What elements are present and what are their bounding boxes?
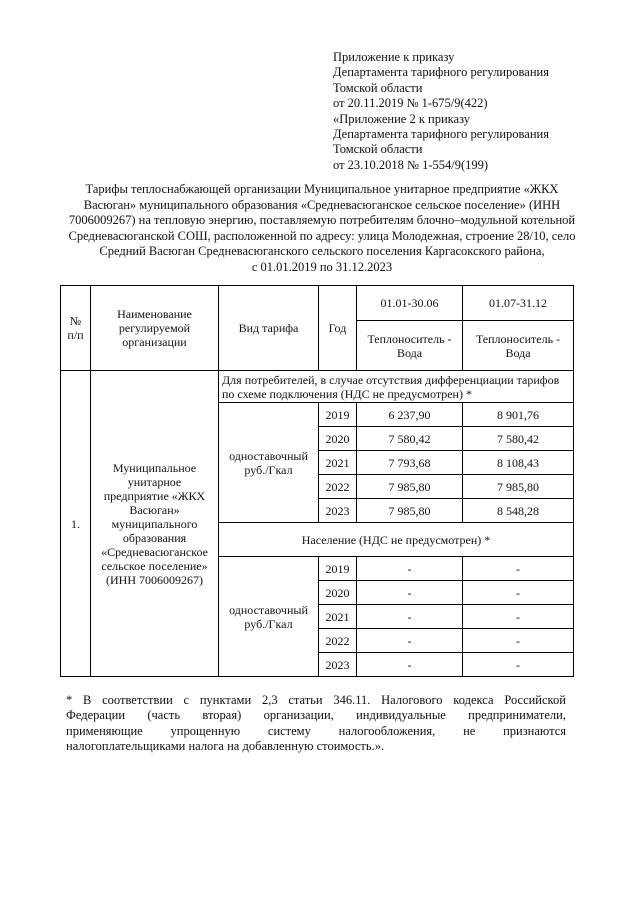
value-h1: 7 580,42 — [357, 427, 463, 451]
footnote-word: организации, — [263, 708, 334, 723]
organization-name: Муниципальное унитарное предприятие «ЖКХ Васюган» муниципального образования «Средневасюганское сельское поселение» (ИНН 7006009267) — [91, 371, 219, 677]
value-h1: - — [357, 581, 463, 605]
footnote-line — [66, 739, 566, 754]
footnote-text — [66, 724, 566, 739]
title-line: Васюган» муниципального образования «Средневасюганское сельское поселение» (ИНН — [83, 197, 561, 212]
value-h2: - — [463, 605, 574, 629]
value-h2: 8 901,76 — [463, 403, 574, 427]
tariff-type: одноставочный руб./Гкал — [219, 557, 319, 677]
value-h2: - — [463, 629, 574, 653]
year-cell: 2021 — [319, 605, 357, 629]
footnote-word: 2,3 — [261, 693, 278, 707]
footnote-word: не — [463, 723, 476, 738]
footnote-word: индивидуальные — [356, 708, 446, 723]
title-line: Средневасюганской СОШ, расположенной по адресу: улица Молодежная, строение 28/10, село — [68, 228, 576, 243]
value-h2: 7 985,80 — [463, 475, 574, 499]
year-cell: 2023 — [319, 499, 357, 523]
section-population-title: Население (НДС не предусмотрен) * — [219, 523, 574, 557]
footnote-word: предприниматели, — [468, 708, 566, 723]
tariff-type: одноставочный руб./Гкал — [219, 403, 319, 523]
year-cell: 2022 — [319, 629, 357, 653]
row-number: 1. — [61, 371, 91, 677]
header-tariff-kind: Вид тарифа — [219, 286, 319, 371]
footnote-word: кодекса — [453, 693, 494, 707]
footnote-word: статьи — [288, 693, 323, 707]
footnote-word: налогообложения, — [338, 723, 436, 738]
footnote-word: В — [83, 693, 92, 707]
appendix-line: от 23.10.2018 № 1-554/9(199) — [333, 157, 489, 172]
year-cell: 2019 — [319, 557, 357, 581]
appendix-line: от 20.11.2019 № 1-675/9(422) — [333, 96, 488, 111]
document-title — [62, 182, 582, 276]
year-cell: 2021 — [319, 451, 357, 475]
value-h1: 7 793,68 — [357, 451, 463, 475]
footnote-word: (часть — [147, 708, 181, 723]
value-h2: - — [463, 581, 574, 605]
appendix-line: «Приложение 2 к приказу — [333, 111, 471, 126]
year-cell: 2019 — [319, 403, 357, 427]
header-carrier-1: Теплоноситель - Вода — [357, 321, 463, 371]
appendix-line: Департамента тарифного регулирования — [333, 127, 549, 142]
value-h1: - — [357, 653, 463, 677]
footnote-line — [66, 693, 566, 708]
footnote-word: Российской — [504, 693, 566, 707]
title-line: Тарифы теплоснабжающей организации Муниципальное унитарное предприятие «ЖКХ — [85, 182, 559, 196]
title-line: с 01.01.2019 по 31.12.2023 — [251, 259, 393, 274]
footnote-line — [66, 724, 566, 739]
year-cell: 2023 — [319, 653, 357, 677]
appendix-line: Томской области — [333, 80, 423, 95]
footnote-word: упрощенную — [170, 723, 241, 738]
footnote-word: систему — [267, 723, 311, 738]
header-organization: Наименование регулируемой организации — [91, 286, 219, 371]
footnote-word: Федерации — [66, 708, 126, 723]
footnote-word: * — [66, 693, 73, 707]
footnote-word: 346.11. — [333, 693, 371, 707]
appendix-line: Томской области — [333, 142, 423, 157]
value-h1: - — [357, 629, 463, 653]
year-cell: 2020 — [319, 427, 357, 451]
footnote-text: налогоплательщиками налога на добавленную стоимость.». — [66, 739, 385, 754]
year-cell: 2022 — [319, 475, 357, 499]
section-consumers-title: Для потребителей, в случае отсутствия дифференциации тарифов по схеме подключения (НДС не предусмотрен) * — [219, 371, 574, 403]
footnote-line — [66, 708, 566, 723]
footnote-word: Налогового — [381, 693, 443, 707]
value-h1: 7 985,80 — [357, 475, 463, 499]
footnote-word: признаются — [503, 723, 566, 738]
header-carrier-2: Теплоноситель - Вода — [463, 321, 574, 371]
appendix-block — [333, 50, 549, 173]
tariff-table — [60, 285, 574, 677]
footnote-word: вторая) — [202, 708, 242, 723]
header-year: Год — [319, 286, 357, 371]
footnote-text — [66, 693, 566, 708]
value-h2: 8 548,28 — [463, 499, 574, 523]
value-h2: - — [463, 557, 574, 581]
header-period-1: 01.01-30.06 — [357, 286, 463, 321]
footnote — [66, 693, 566, 755]
header-period-2: 01.07-31.12 — [463, 286, 574, 321]
footnote-word: с — [183, 693, 190, 707]
title-line: 7006009267) на тепловую энергию, поставляемую потребителям блочно–модульной котельной — [68, 213, 576, 228]
appendix-line: Департамента тарифного регулирования — [333, 65, 549, 80]
value-h1: - — [357, 557, 463, 581]
footnote-word: соответствии — [102, 693, 173, 707]
value-h2: - — [463, 653, 574, 677]
appendix-line: Приложение к приказу — [333, 50, 455, 64]
year-cell: 2020 — [319, 581, 357, 605]
value-h2: 8 108,43 — [463, 451, 574, 475]
title-line: Средний Васюган Средневасюганского сельского поселения Каргасокского района, — [99, 244, 545, 259]
header-num: № п/п — [61, 286, 91, 371]
footnote-word: применяющие — [66, 723, 143, 738]
value-h1: 7 985,80 — [357, 499, 463, 523]
footnote-word: пунктами — [199, 693, 252, 707]
footnote-text — [66, 708, 566, 723]
value-h2: 7 580,42 — [463, 427, 574, 451]
value-h1: - — [357, 605, 463, 629]
value-h1: 6 237,90 — [357, 403, 463, 427]
